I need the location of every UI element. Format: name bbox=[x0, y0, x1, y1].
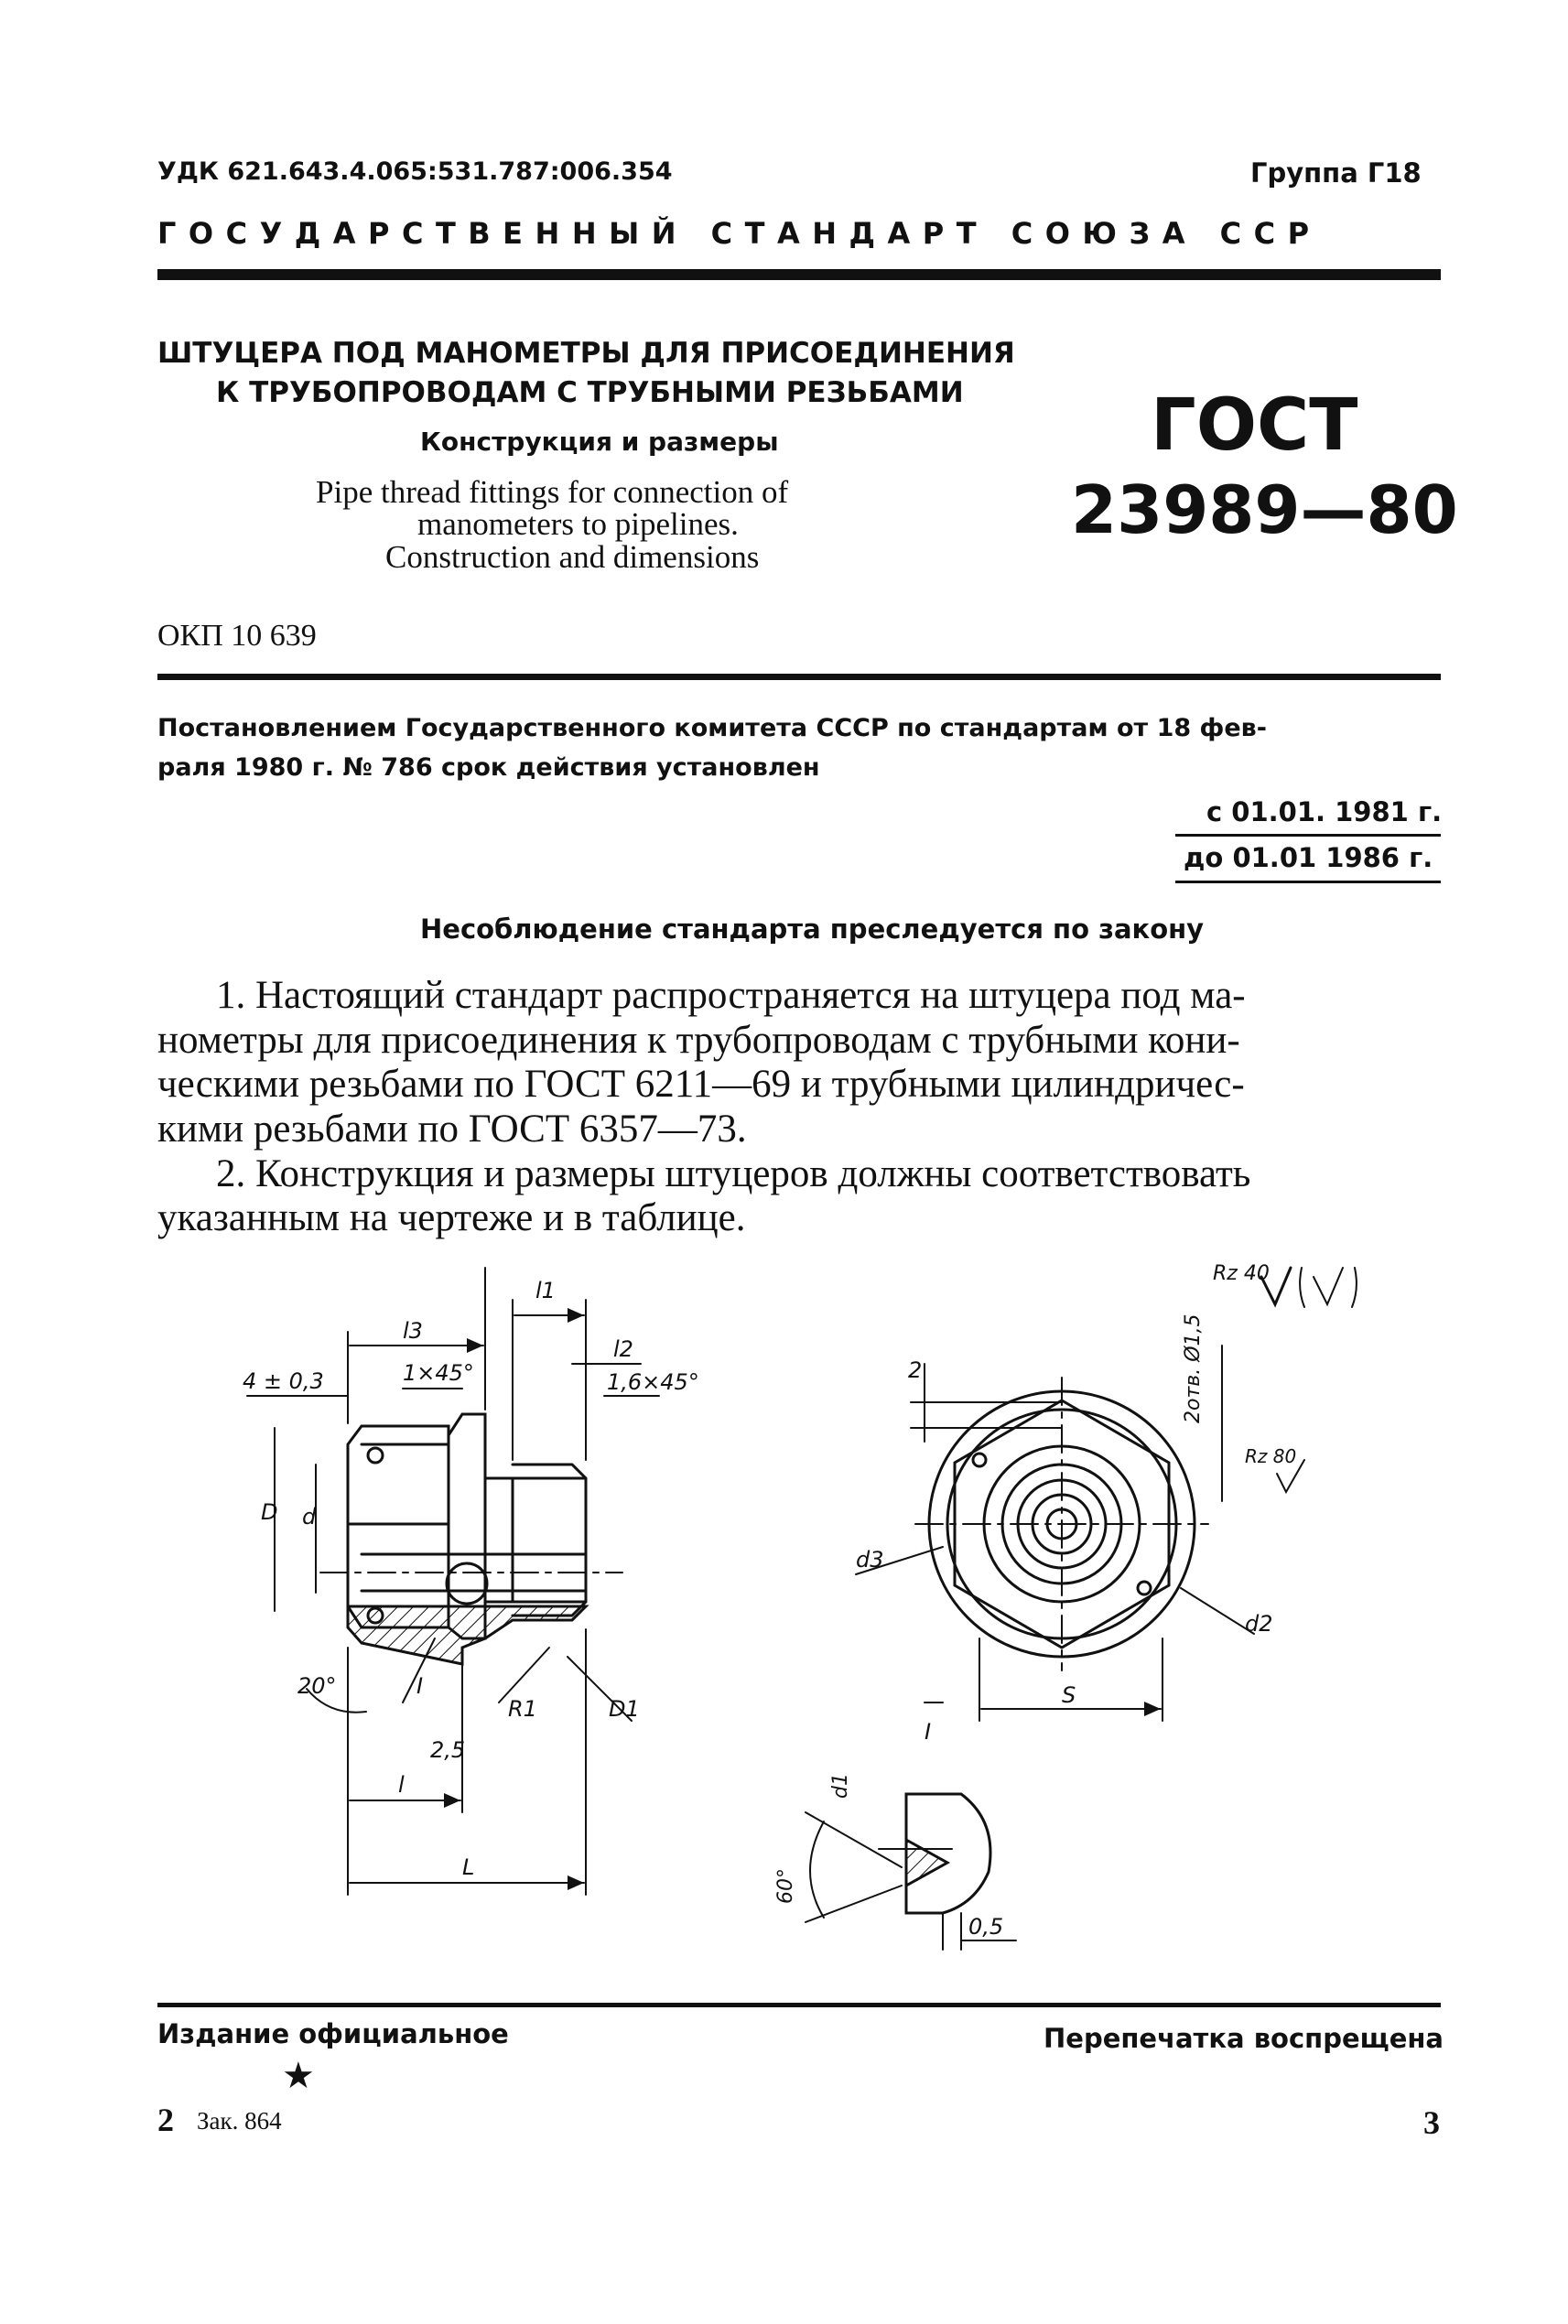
label-rz40: Rz 40 bbox=[1213, 1262, 1270, 1285]
label-holes: 2отв. Ø1,5 bbox=[1182, 1313, 1205, 1423]
official-edition: Издание официальное bbox=[157, 2018, 509, 2049]
title-line-2: К ТРУБОПРОВОДАМ С ТРУБНЫМИ РЕЗЬБАМИ bbox=[216, 376, 964, 409]
group-code: Группа Г18 bbox=[1250, 157, 1422, 189]
label-two: 2 bbox=[908, 1357, 923, 1383]
title-english-1: Pipe thread fittings for connection of bbox=[316, 474, 789, 510]
label-0-5: 0,5 bbox=[968, 1914, 1004, 1940]
fitting-head bbox=[348, 1426, 449, 1627]
label-tolerance: 4 ± 0,3 bbox=[243, 1368, 324, 1394]
label-chamfer-2: 1,6×45° bbox=[607, 1369, 699, 1395]
paragraph-2-line-2: указанным на чертеже и в таблице. bbox=[157, 1196, 746, 1239]
law-warning: Несоблюдение стандарта преследуется по закону bbox=[420, 913, 1205, 945]
title-subtitle: Конструкция и размеры bbox=[420, 427, 779, 457]
label-d: d bbox=[302, 1504, 317, 1530]
paragraph-1-line-2: нометры для присоединения к трубопроводам с трубными кони- bbox=[157, 1019, 1240, 1062]
label-d3: d3 bbox=[856, 1547, 884, 1573]
udk-code: УДК 621.643.4.065:531.787:006.354 bbox=[157, 157, 673, 186]
title-english-2: manometers to pipelines. bbox=[417, 506, 739, 542]
decree-line-2: раля 1980 г. № 786 срок действия установлен bbox=[157, 753, 820, 782]
label-l1: l1 bbox=[535, 1278, 556, 1303]
label-l3: l3 bbox=[403, 1318, 423, 1344]
page-number-right: 3 bbox=[1423, 2104, 1440, 2141]
order-number: Зак. 864 bbox=[197, 2107, 282, 2135]
validity-to: до 01.01 1986 г. bbox=[1184, 842, 1433, 873]
label-d1: d1 bbox=[829, 1773, 852, 1799]
footer-rule bbox=[157, 2003, 1441, 2007]
gost-label: ГОСТ bbox=[1151, 384, 1358, 467]
star-mark: ★ bbox=[282, 2055, 315, 2097]
title-line-1: ШТУЦЕРА ПОД МАНОМЕТРЫ ДЛЯ ПРИСОЕДИНЕНИЯ bbox=[157, 337, 1015, 370]
reprint-prohibited: Перепечатка воспрещена bbox=[1044, 2023, 1444, 2054]
validity-from: с 01.01. 1981 г. bbox=[1206, 796, 1443, 827]
label-R1: R1 bbox=[508, 1696, 537, 1722]
paragraph-1-line-4: кими резьбами по ГОСТ 6357—73. bbox=[157, 1108, 747, 1151]
label-chamfer-1: 1×45° bbox=[403, 1360, 474, 1386]
decree-line-1: Постановлением Государственного комитета СССР по стандартам от 18 фев- bbox=[157, 714, 1267, 742]
paragraph-1-line-1: 1. Настоящий стандарт распространяется на штуцера под ма- bbox=[216, 974, 1246, 1017]
label-D: D bbox=[261, 1499, 278, 1525]
okp-code: ОКП 10 639 bbox=[157, 619, 317, 653]
label-detail-I-2: I bbox=[925, 1719, 932, 1745]
page-number-left: 2 bbox=[157, 2102, 174, 2138]
state-standard-title: ГОСУДАРСТВЕННЫЙ СТАНДАРТ СОЮЗА ССР bbox=[157, 216, 1322, 251]
title-english-3: Construction and dimensions bbox=[385, 539, 760, 575]
label-l: l bbox=[398, 1772, 405, 1798]
label-angle-20: 20° bbox=[297, 1673, 337, 1699]
label-d2: d2 bbox=[1245, 1611, 1273, 1637]
label-detail-I: I bbox=[416, 1673, 424, 1699]
gost-number: 23989—80 bbox=[1071, 471, 1458, 548]
label-angle-60: 60° bbox=[774, 1868, 797, 1904]
label-D1: D1 bbox=[609, 1696, 640, 1722]
label-rz80: Rz 80 bbox=[1245, 1445, 1297, 1467]
label-2-5: 2,5 bbox=[430, 1737, 466, 1763]
label-L: L bbox=[462, 1854, 475, 1880]
paragraph-2-line-1: 2. Конструкция и размеры штуцеров должны соответствовать bbox=[216, 1152, 1251, 1195]
label-S: S bbox=[1062, 1682, 1076, 1708]
paragraph-1-line-3: ческими резьбами по ГОСТ 6211—69 и трубными цилиндричес- bbox=[157, 1063, 1245, 1106]
label-l2: l2 bbox=[613, 1336, 633, 1362]
